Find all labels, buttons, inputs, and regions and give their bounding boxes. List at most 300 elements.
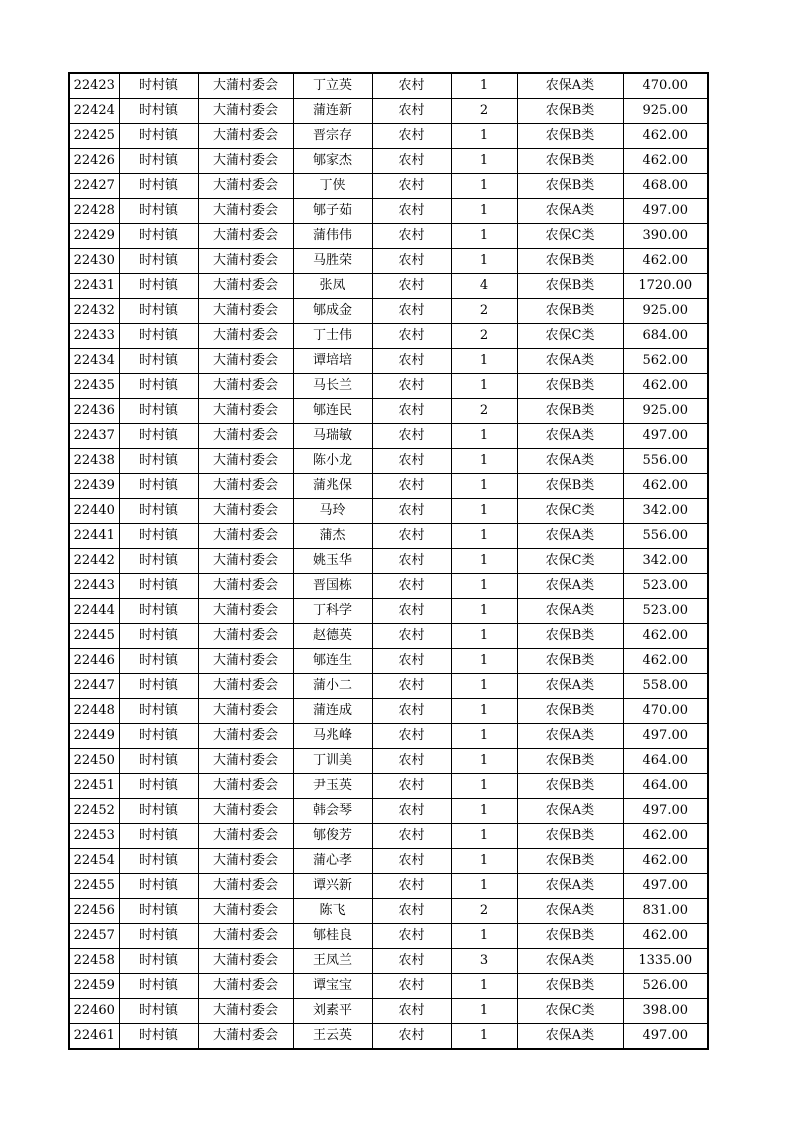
insurance-category-cell: 农保B类 (517, 924, 623, 949)
table-row (69, 149, 708, 174)
town-cell: 时村镇 (119, 799, 198, 824)
table-row (69, 999, 708, 1024)
table-row (69, 949, 708, 974)
household-count-cell: 1 (451, 774, 517, 799)
amount-cell: 342.00 (623, 499, 708, 524)
serial-number-cell: 22461 (69, 1024, 119, 1050)
area-type-cell: 农村 (372, 424, 451, 449)
insurance-category-cell: 农保A类 (517, 599, 623, 624)
village-committee-cell: 大蒲村委会 (198, 949, 293, 974)
serial-number-cell: 22436 (69, 399, 119, 424)
serial-number-cell: 22459 (69, 974, 119, 999)
household-count-cell: 2 (451, 99, 517, 124)
area-type-cell: 农村 (372, 974, 451, 999)
serial-number-cell: 22430 (69, 249, 119, 274)
area-type-cell: 农村 (372, 249, 451, 274)
amount-cell: 497.00 (623, 199, 708, 224)
amount-cell: 462.00 (623, 849, 708, 874)
area-type-cell: 农村 (372, 199, 451, 224)
village-committee-cell: 大蒲村委会 (198, 524, 293, 549)
amount-cell: 523.00 (623, 599, 708, 624)
village-committee-cell: 大蒲村委会 (198, 99, 293, 124)
insurance-category-cell: 农保C类 (517, 224, 623, 249)
serial-number-cell: 22431 (69, 274, 119, 299)
table-row (69, 474, 708, 499)
name-cell: 马长兰 (293, 374, 372, 399)
town-cell: 时村镇 (119, 399, 198, 424)
area-type-cell: 农村 (372, 749, 451, 774)
town-cell: 时村镇 (119, 824, 198, 849)
table-row (69, 399, 708, 424)
amount-cell: 464.00 (623, 774, 708, 799)
town-cell: 时村镇 (119, 374, 198, 399)
household-count-cell: 1 (451, 849, 517, 874)
serial-number-cell: 22456 (69, 899, 119, 924)
amount-cell: 1335.00 (623, 949, 708, 974)
table-row (69, 124, 708, 149)
insurance-category-cell: 农保B类 (517, 374, 623, 399)
village-committee-cell: 大蒲村委会 (198, 924, 293, 949)
table-row (69, 274, 708, 299)
table-row (69, 624, 708, 649)
area-type-cell: 农村 (372, 449, 451, 474)
table-row (69, 424, 708, 449)
insurance-category-cell: 农保B类 (517, 849, 623, 874)
household-count-cell: 1 (451, 574, 517, 599)
amount-cell: 342.00 (623, 549, 708, 574)
name-cell: 马胜荣 (293, 249, 372, 274)
insurance-category-cell: 农保B类 (517, 399, 623, 424)
table-row (69, 549, 708, 574)
insurance-category-cell: 农保A类 (517, 799, 623, 824)
household-count-cell: 1 (451, 224, 517, 249)
amount-cell: 526.00 (623, 974, 708, 999)
area-type-cell: 农村 (372, 124, 451, 149)
area-type-cell: 农村 (372, 999, 451, 1024)
amount-cell: 462.00 (623, 824, 708, 849)
village-committee-cell: 大蒲村委会 (198, 724, 293, 749)
name-cell: 蒲小二 (293, 674, 372, 699)
amount-cell: 497.00 (623, 799, 708, 824)
name-cell: 蒲兆保 (293, 474, 372, 499)
serial-number-cell: 22447 (69, 674, 119, 699)
insurance-category-cell: 农保A类 (517, 73, 623, 99)
town-cell: 时村镇 (119, 124, 198, 149)
serial-number-cell: 22451 (69, 774, 119, 799)
name-cell: 郇成金 (293, 299, 372, 324)
household-count-cell: 1 (451, 73, 517, 99)
village-committee-cell: 大蒲村委会 (198, 749, 293, 774)
serial-number-cell: 22432 (69, 299, 119, 324)
table-row (69, 699, 708, 724)
town-cell: 时村镇 (119, 924, 198, 949)
table-row (69, 349, 708, 374)
amount-cell: 390.00 (623, 224, 708, 249)
household-count-cell: 1 (451, 1024, 517, 1050)
table-row (69, 649, 708, 674)
amount-cell: 497.00 (623, 724, 708, 749)
household-count-cell: 1 (451, 999, 517, 1024)
serial-number-cell: 22450 (69, 749, 119, 774)
household-count-cell: 2 (451, 899, 517, 924)
serial-number-cell: 22433 (69, 324, 119, 349)
village-committee-cell: 大蒲村委会 (198, 699, 293, 724)
name-cell: 郇连民 (293, 399, 372, 424)
area-type-cell: 农村 (372, 674, 451, 699)
amount-cell: 462.00 (623, 474, 708, 499)
village-committee-cell: 大蒲村委会 (198, 574, 293, 599)
serial-number-cell: 22452 (69, 799, 119, 824)
area-type-cell: 农村 (372, 524, 451, 549)
household-count-cell: 1 (451, 624, 517, 649)
area-type-cell: 农村 (372, 274, 451, 299)
household-count-cell: 1 (451, 724, 517, 749)
table-row (69, 249, 708, 274)
village-committee-cell: 大蒲村委会 (198, 974, 293, 999)
village-committee-cell: 大蒲村委会 (198, 249, 293, 274)
area-type-cell: 农村 (372, 149, 451, 174)
insurance-category-cell: 农保B类 (517, 974, 623, 999)
village-committee-cell: 大蒲村委会 (198, 274, 293, 299)
insurance-category-cell: 农保C类 (517, 499, 623, 524)
serial-number-cell: 22449 (69, 724, 119, 749)
serial-number-cell: 22435 (69, 374, 119, 399)
name-cell: 晋宗存 (293, 124, 372, 149)
table-row (69, 199, 708, 224)
area-type-cell: 农村 (372, 824, 451, 849)
table-row (69, 899, 708, 924)
name-cell: 蒲伟伟 (293, 224, 372, 249)
village-committee-cell: 大蒲村委会 (198, 199, 293, 224)
village-committee-cell: 大蒲村委会 (198, 1024, 293, 1050)
table-row (69, 724, 708, 749)
insurance-category-cell: 农保B类 (517, 699, 623, 724)
household-count-cell: 4 (451, 274, 517, 299)
village-committee-cell: 大蒲村委会 (198, 999, 293, 1024)
table-row (69, 449, 708, 474)
amount-cell: 925.00 (623, 299, 708, 324)
household-count-cell: 3 (451, 949, 517, 974)
amount-cell: 562.00 (623, 349, 708, 374)
table-row (69, 374, 708, 399)
town-cell: 时村镇 (119, 899, 198, 924)
serial-number-cell: 22460 (69, 999, 119, 1024)
household-count-cell: 1 (451, 524, 517, 549)
insurance-category-cell: 农保A类 (517, 449, 623, 474)
household-count-cell: 1 (451, 374, 517, 399)
village-committee-cell: 大蒲村委会 (198, 599, 293, 624)
household-count-cell: 1 (451, 924, 517, 949)
town-cell: 时村镇 (119, 674, 198, 699)
name-cell: 郇俊芳 (293, 824, 372, 849)
town-cell: 时村镇 (119, 999, 198, 1024)
village-committee-cell: 大蒲村委会 (198, 349, 293, 374)
name-cell: 马玲 (293, 499, 372, 524)
area-type-cell: 农村 (372, 874, 451, 899)
name-cell: 蒲连成 (293, 699, 372, 724)
serial-number-cell: 22425 (69, 124, 119, 149)
town-cell: 时村镇 (119, 499, 198, 524)
name-cell: 陈小龙 (293, 449, 372, 474)
serial-number-cell: 22437 (69, 424, 119, 449)
insurance-category-cell: 农保B类 (517, 274, 623, 299)
area-type-cell: 农村 (372, 899, 451, 924)
household-count-cell: 1 (451, 174, 517, 199)
amount-cell: 497.00 (623, 1024, 708, 1050)
name-cell: 谭培培 (293, 349, 372, 374)
insurance-category-cell: 农保A类 (517, 574, 623, 599)
table-row (69, 224, 708, 249)
name-cell: 张凤 (293, 274, 372, 299)
name-cell: 丁训美 (293, 749, 372, 774)
amount-cell: 925.00 (623, 399, 708, 424)
town-cell: 时村镇 (119, 974, 198, 999)
town-cell: 时村镇 (119, 524, 198, 549)
insurance-category-cell: 农保B类 (517, 249, 623, 274)
household-count-cell: 2 (451, 299, 517, 324)
amount-cell: 462.00 (623, 124, 708, 149)
name-cell: 韩会琴 (293, 799, 372, 824)
insurance-category-cell: 农保B类 (517, 824, 623, 849)
table-row (69, 849, 708, 874)
area-type-cell: 农村 (372, 349, 451, 374)
area-type-cell: 农村 (372, 99, 451, 124)
area-type-cell: 农村 (372, 574, 451, 599)
village-committee-cell: 大蒲村委会 (198, 499, 293, 524)
village-committee-cell: 大蒲村委会 (198, 624, 293, 649)
amount-cell: 462.00 (623, 249, 708, 274)
table-row (69, 749, 708, 774)
household-count-cell: 1 (451, 149, 517, 174)
name-cell: 丁士伟 (293, 324, 372, 349)
household-count-cell: 1 (451, 499, 517, 524)
household-count-cell: 1 (451, 749, 517, 774)
town-cell: 时村镇 (119, 749, 198, 774)
insurance-category-cell: 农保B类 (517, 174, 623, 199)
household-count-cell: 1 (451, 249, 517, 274)
area-type-cell: 农村 (372, 299, 451, 324)
insurance-category-cell: 农保A类 (517, 874, 623, 899)
amount-cell: 470.00 (623, 73, 708, 99)
amount-cell: 462.00 (623, 149, 708, 174)
serial-number-cell: 22454 (69, 849, 119, 874)
amount-cell: 1720.00 (623, 274, 708, 299)
insurance-category-cell: 农保A类 (517, 199, 623, 224)
household-count-cell: 1 (451, 674, 517, 699)
amount-cell: 684.00 (623, 324, 708, 349)
town-cell: 时村镇 (119, 224, 198, 249)
town-cell: 时村镇 (119, 724, 198, 749)
serial-number-cell: 22423 (69, 73, 119, 99)
area-type-cell: 农村 (372, 499, 451, 524)
table-row (69, 874, 708, 899)
serial-number-cell: 22426 (69, 149, 119, 174)
table-row (69, 299, 708, 324)
insurance-category-cell: 农保B类 (517, 474, 623, 499)
town-cell: 时村镇 (119, 424, 198, 449)
amount-cell: 497.00 (623, 424, 708, 449)
amount-cell: 925.00 (623, 99, 708, 124)
village-committee-cell: 大蒲村委会 (198, 149, 293, 174)
area-type-cell: 农村 (372, 374, 451, 399)
amount-cell: 556.00 (623, 449, 708, 474)
insurance-category-cell: 农保C类 (517, 549, 623, 574)
insurance-category-cell: 农保A类 (517, 1024, 623, 1050)
household-count-cell: 1 (451, 699, 517, 724)
area-type-cell: 农村 (372, 949, 451, 974)
household-count-cell: 2 (451, 324, 517, 349)
household-count-cell: 1 (451, 874, 517, 899)
town-cell: 时村镇 (119, 649, 198, 674)
amount-cell: 556.00 (623, 524, 708, 549)
table-row (69, 324, 708, 349)
village-committee-cell: 大蒲村委会 (198, 224, 293, 249)
name-cell: 郇连生 (293, 649, 372, 674)
amount-cell: 398.00 (623, 999, 708, 1024)
area-type-cell: 农村 (372, 799, 451, 824)
village-committee-cell: 大蒲村委会 (198, 824, 293, 849)
name-cell: 丁科学 (293, 599, 372, 624)
amount-cell: 831.00 (623, 899, 708, 924)
household-count-cell: 1 (451, 349, 517, 374)
insurance-category-cell: 农保A类 (517, 349, 623, 374)
table-row (69, 1024, 708, 1050)
village-committee-cell: 大蒲村委会 (198, 299, 293, 324)
village-committee-cell: 大蒲村委会 (198, 549, 293, 574)
roster-table-body (69, 73, 708, 1049)
village-committee-cell: 大蒲村委会 (198, 374, 293, 399)
area-type-cell: 农村 (372, 849, 451, 874)
village-committee-cell: 大蒲村委会 (198, 449, 293, 474)
area-type-cell: 农村 (372, 73, 451, 99)
table-row (69, 824, 708, 849)
village-committee-cell: 大蒲村委会 (198, 774, 293, 799)
village-committee-cell: 大蒲村委会 (198, 73, 293, 99)
serial-number-cell: 22446 (69, 649, 119, 674)
insurance-category-cell: 农保B类 (517, 149, 623, 174)
serial-number-cell: 22442 (69, 549, 119, 574)
area-type-cell: 农村 (372, 324, 451, 349)
amount-cell: 523.00 (623, 574, 708, 599)
town-cell: 时村镇 (119, 599, 198, 624)
area-type-cell: 农村 (372, 399, 451, 424)
household-count-cell: 1 (451, 799, 517, 824)
village-committee-cell: 大蒲村委会 (198, 399, 293, 424)
area-type-cell: 农村 (372, 774, 451, 799)
serial-number-cell: 22448 (69, 699, 119, 724)
village-committee-cell: 大蒲村委会 (198, 124, 293, 149)
name-cell: 赵德英 (293, 624, 372, 649)
household-count-cell: 1 (451, 474, 517, 499)
town-cell: 时村镇 (119, 274, 198, 299)
household-count-cell: 2 (451, 399, 517, 424)
insurance-category-cell: 农保B类 (517, 749, 623, 774)
area-type-cell: 农村 (372, 174, 451, 199)
village-committee-cell: 大蒲村委会 (198, 874, 293, 899)
amount-cell: 468.00 (623, 174, 708, 199)
amount-cell: 462.00 (623, 374, 708, 399)
town-cell: 时村镇 (119, 174, 198, 199)
name-cell: 丁立英 (293, 73, 372, 99)
table-row (69, 774, 708, 799)
name-cell: 郇子茹 (293, 199, 372, 224)
insurance-category-cell: 农保B类 (517, 624, 623, 649)
insurance-category-cell: 农保A类 (517, 899, 623, 924)
area-type-cell: 农村 (372, 474, 451, 499)
village-committee-cell: 大蒲村委会 (198, 849, 293, 874)
village-committee-cell: 大蒲村委会 (198, 899, 293, 924)
serial-number-cell: 22443 (69, 574, 119, 599)
town-cell: 时村镇 (119, 99, 198, 124)
insurance-category-cell: 农保B类 (517, 774, 623, 799)
serial-number-cell: 22438 (69, 449, 119, 474)
area-type-cell: 农村 (372, 1024, 451, 1050)
town-cell: 时村镇 (119, 449, 198, 474)
household-count-cell: 1 (451, 599, 517, 624)
insurance-category-cell: 农保B类 (517, 649, 623, 674)
village-committee-cell: 大蒲村委会 (198, 799, 293, 824)
town-cell: 时村镇 (119, 249, 198, 274)
village-committee-cell: 大蒲村委会 (198, 424, 293, 449)
name-cell: 蒲杰 (293, 524, 372, 549)
household-count-cell: 1 (451, 649, 517, 674)
serial-number-cell: 22428 (69, 199, 119, 224)
town-cell: 时村镇 (119, 874, 198, 899)
serial-number-cell: 22455 (69, 874, 119, 899)
serial-number-cell: 22441 (69, 524, 119, 549)
town-cell: 时村镇 (119, 73, 198, 99)
village-committee-cell: 大蒲村委会 (198, 324, 293, 349)
area-type-cell: 农村 (372, 599, 451, 624)
table-row (69, 799, 708, 824)
town-cell: 时村镇 (119, 549, 198, 574)
household-count-cell: 1 (451, 974, 517, 999)
serial-number-cell: 22457 (69, 924, 119, 949)
town-cell: 时村镇 (119, 574, 198, 599)
amount-cell: 462.00 (623, 649, 708, 674)
name-cell: 丁侠 (293, 174, 372, 199)
name-cell: 谭宝宝 (293, 974, 372, 999)
insurance-category-cell: 农保B类 (517, 99, 623, 124)
name-cell: 尹玉英 (293, 774, 372, 799)
name-cell: 刘素平 (293, 999, 372, 1024)
roster-table (68, 72, 709, 1050)
area-type-cell: 农村 (372, 699, 451, 724)
insurance-category-cell: 农保C类 (517, 324, 623, 349)
village-committee-cell: 大蒲村委会 (198, 474, 293, 499)
town-cell: 时村镇 (119, 624, 198, 649)
serial-number-cell: 22440 (69, 499, 119, 524)
amount-cell: 462.00 (623, 924, 708, 949)
serial-number-cell: 22429 (69, 224, 119, 249)
serial-number-cell: 22444 (69, 599, 119, 624)
table-row (69, 674, 708, 699)
town-cell: 时村镇 (119, 149, 198, 174)
household-count-cell: 1 (451, 199, 517, 224)
household-count-cell: 1 (451, 449, 517, 474)
insurance-category-cell: 农保B类 (517, 299, 623, 324)
table-row (69, 99, 708, 124)
serial-number-cell: 22439 (69, 474, 119, 499)
area-type-cell: 农村 (372, 549, 451, 574)
table-row (69, 499, 708, 524)
amount-cell: 558.00 (623, 674, 708, 699)
table-row (69, 599, 708, 624)
insurance-category-cell: 农保A类 (517, 524, 623, 549)
table-row (69, 574, 708, 599)
name-cell: 蒲连新 (293, 99, 372, 124)
household-count-cell: 1 (451, 824, 517, 849)
